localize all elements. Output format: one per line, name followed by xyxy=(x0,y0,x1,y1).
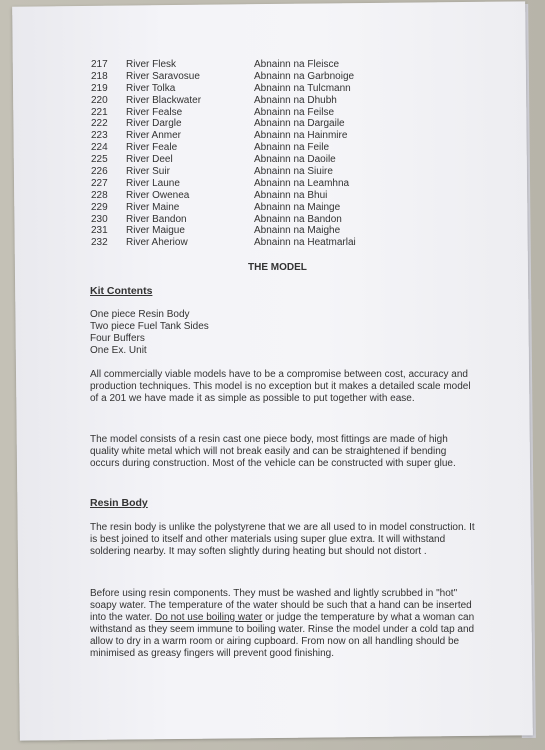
river-number: 220 xyxy=(91,94,108,106)
river-irish-name: Abnainn na Dargaile xyxy=(254,118,345,130)
river-irish-name: Abnainn na Garbnoige xyxy=(254,70,355,82)
river-english-name: River Bandon xyxy=(126,213,187,225)
river-irish-name: Abnainn na Tulcmann xyxy=(254,82,351,94)
boiling-water-warning: Do not use boiling water xyxy=(155,611,263,623)
river-row xyxy=(91,107,431,119)
river-irish-name: Abnainn na Leamhna xyxy=(254,177,350,189)
resin-paragraph-2-end: or judge the temperature by what a woman can withstand as they seem immune to boiling water. Rinse the model under a cold tap and allow to dry in a warm room or airing cupboard. From now on all handling should be minimised as greasy fingers will prevent good finishing. xyxy=(90,611,475,659)
intro-paragraph-1: All commercially viable models have to be a compromise between cost, accuracy and production techniques. This model is no exception but it makes a detailed scale model of a 201 we have made it as simple as possible to put together with ease. xyxy=(90,369,471,404)
river-english-name: River Deel xyxy=(126,154,173,166)
river-irish-name: Abnainn na Mainge xyxy=(254,201,341,213)
river-number: 226 xyxy=(91,166,108,178)
river-number: 227 xyxy=(91,177,108,189)
river-irish-name: Abnainn na Feilse xyxy=(254,106,335,118)
river-number: 221 xyxy=(91,106,108,118)
river-row xyxy=(91,190,431,202)
resin-paragraph-2-start: Before using resin components. They must be washed and lightly scrubbed in "hot" soapy water. The temperature of the water should be such that a hand can be inserted into the water. xyxy=(90,588,472,623)
river-number: 229 xyxy=(91,201,108,213)
river-row xyxy=(91,154,431,166)
river-row xyxy=(91,59,431,71)
resin-paragraph-2 xyxy=(90,588,475,659)
river-row xyxy=(91,237,431,249)
river-row xyxy=(91,166,431,178)
river-english-name: River Maine xyxy=(126,201,180,213)
river-number: 217 xyxy=(91,59,108,70)
river-irish-name: Abnainn na Fleisce xyxy=(254,59,340,70)
river-number: 228 xyxy=(91,189,108,201)
river-irish-name: Abnainn na Bhui xyxy=(254,189,328,201)
river-english-name: River Suir xyxy=(126,166,170,178)
river-row xyxy=(91,225,431,237)
river-row xyxy=(91,202,431,214)
river-english-name: River Fealse xyxy=(126,106,183,118)
river-row xyxy=(91,214,431,226)
resin-body-heading: Resin Body xyxy=(90,497,148,509)
kit-contents-heading: Kit Contents xyxy=(90,285,153,297)
river-row xyxy=(91,83,431,95)
resin-paragraph-1: The resin body is unlike the polystyrene that we are all used to in model construction. It is best joined to itself and other materials using super glue extra. It will withstand soldering nearby. It may soften slightly during heating but should not distort . xyxy=(90,522,475,557)
river-english-name: River Tolka xyxy=(126,82,176,94)
kit-item: One Ex. Unit xyxy=(90,344,147,356)
river-irish-name: Abnainn na Bandon xyxy=(254,213,342,225)
river-english-name: River Aheriow xyxy=(126,237,188,249)
kit-item: Four Buffers xyxy=(90,332,145,344)
river-english-name: River Flesk xyxy=(126,59,177,70)
river-number: 232 xyxy=(91,237,108,249)
river-irish-name: Abnainn na Daoile xyxy=(254,154,336,166)
river-english-name: River Anmer xyxy=(126,130,182,142)
river-row xyxy=(91,142,431,154)
river-row xyxy=(91,118,431,130)
river-row xyxy=(91,71,431,83)
river-english-name: River Laune xyxy=(126,177,180,189)
kit-item: One piece Resin Body xyxy=(90,309,190,320)
intro-paragraph-2: The model consists of a resin cast one piece body, most fittings are made of high quality white metal which will not break easily and can be straightened if bending occurs during construction. Most of the vehicle can be constructed with super glue. xyxy=(90,434,456,469)
river-number: 225 xyxy=(91,154,108,166)
river-english-name: River Saravosue xyxy=(126,70,200,82)
river-english-name: River Feale xyxy=(126,142,178,154)
river-row xyxy=(91,130,431,142)
kit-item: Two piece Fuel Tank Sides xyxy=(90,320,209,332)
river-number: 222 xyxy=(91,118,108,130)
river-english-name: River Dargle xyxy=(126,118,182,130)
river-row xyxy=(91,178,431,190)
river-number: 230 xyxy=(91,213,108,225)
river-english-name: River Maigue xyxy=(126,225,185,237)
river-number: 223 xyxy=(91,130,108,142)
river-irish-name: Abnainn na Siuire xyxy=(254,166,333,178)
river-irish-name: Abnainn na Hainmire xyxy=(254,130,348,142)
river-irish-name: Abnainn na Feile xyxy=(254,142,330,154)
river-list xyxy=(91,59,431,249)
river-row xyxy=(91,95,431,107)
model-heading: THE MODEL xyxy=(248,262,307,273)
river-irish-name: Abnainn na Dhubh xyxy=(254,94,337,106)
river-number: 218 xyxy=(91,70,108,82)
river-irish-name: Abnainn na Maighe xyxy=(254,225,341,237)
river-english-name: River Owenea xyxy=(126,189,190,201)
river-number: 231 xyxy=(91,225,108,237)
river-number: 224 xyxy=(91,142,108,154)
kit-contents-list xyxy=(90,309,209,357)
river-number: 219 xyxy=(91,82,108,94)
river-english-name: River Blackwater xyxy=(126,94,202,106)
river-irish-name: Abnainn na Heatmarlai xyxy=(254,237,356,249)
